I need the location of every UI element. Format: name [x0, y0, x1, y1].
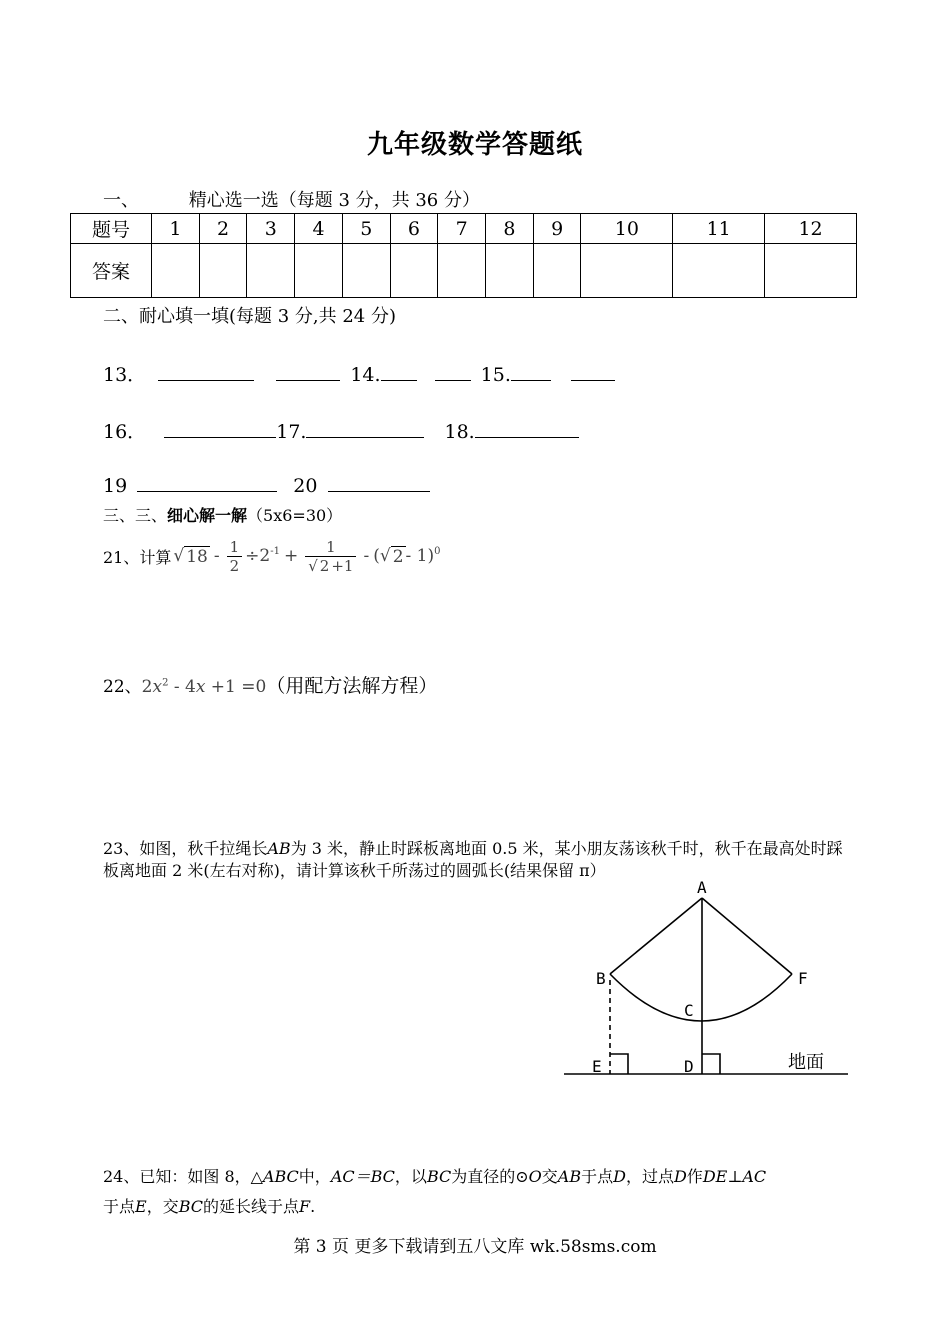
swing-figure [560, 878, 852, 1080]
paren-open: ( [373, 546, 380, 566]
answer-cell[interactable] [342, 244, 390, 298]
answer-table [70, 213, 857, 298]
section-3-prefix: 三、三、 [103, 506, 168, 525]
q18-label: 18. [444, 421, 475, 443]
question-number-cell: 9 [533, 214, 581, 244]
question-21 [103, 530, 441, 582]
answer-cell[interactable] [390, 244, 438, 298]
answer-table-answer-row [71, 244, 857, 298]
label-a: A [697, 878, 707, 897]
question-number-cell: 8 [486, 214, 534, 244]
answer-table-number-row [71, 214, 857, 244]
answer-cell[interactable] [438, 244, 486, 298]
question-number-cell: 11 [673, 214, 765, 244]
q14-label: 14. [350, 364, 381, 386]
q21-label: 21、计算 [103, 547, 172, 567]
answer-cell[interactable] [199, 244, 247, 298]
sqrt-2: 2 [392, 546, 404, 567]
answer-cell[interactable] [673, 244, 765, 298]
answer-cell[interactable] [295, 244, 343, 298]
fraction-one-over-root2-plus1: $\frac{1}{√ 2 +1}$ [305, 538, 356, 575]
fraction-one-half: $\frac{1}{2}$ [227, 538, 243, 575]
question-number-cell: 3 [247, 214, 295, 244]
segment-ab: AB [267, 839, 291, 858]
question-number-cell: 1 [152, 214, 200, 244]
q16-label: 16． [103, 421, 147, 443]
section-3-heading [103, 503, 342, 526]
minus-sign-2: - [363, 546, 370, 566]
rope-ab [610, 898, 702, 974]
answer-cell[interactable] [152, 244, 200, 298]
question-number-cell: 5 [342, 214, 390, 244]
exponent-neg-one: -1 [270, 545, 280, 557]
section-1-heading [103, 186, 480, 212]
q20-answer-blank[interactable] [328, 473, 430, 492]
q19-label: 19 [103, 475, 128, 497]
divide-two: ÷2 [245, 546, 271, 566]
label-b: B [596, 969, 606, 988]
answer-cell[interactable] [765, 244, 857, 298]
section-3-title: 细心解一解 [167, 506, 248, 525]
question-number-cell: 7 [438, 214, 486, 244]
label-e: E [592, 1057, 602, 1076]
label-f: F [798, 969, 808, 988]
question-number-label: 题号 [71, 214, 152, 244]
sqrt-sign: √ [173, 546, 185, 566]
right-angle-d [702, 1054, 720, 1074]
q21-expression [173, 538, 440, 575]
question-number-cell: 6 [390, 214, 438, 244]
q22-equation: $2x^2 - 4x +1 =0$ [141, 677, 267, 697]
q22-label: 22、 [103, 677, 142, 697]
minus-sign: - [213, 546, 220, 566]
q14-answer-blank-2[interactable] [435, 362, 471, 381]
question-number-cell: 4 [295, 214, 343, 244]
label-c: C [684, 1001, 694, 1020]
q15-answer-blank-2[interactable] [571, 362, 615, 381]
sqrt-18: 18 [186, 546, 208, 567]
answer-cell[interactable] [581, 244, 673, 298]
q13-label: 13． [103, 364, 147, 386]
q14-answer-blank[interactable] [381, 362, 417, 381]
question-number-cell: 12 [765, 214, 857, 244]
answer-cell[interactable] [247, 244, 295, 298]
page-title: 九年级数学答题纸 [366, 130, 583, 160]
arc-bcf [610, 974, 792, 1021]
question-23: 23、如图，秋千拉绳长AB为 3 米，静止时踩板离地面 0.5 米，某小朋友荡该秋千时，秋千在最高处时踩板离地面 2 米(左右对称)，请计算该秋千所荡过的圆弧长(结果保留 π） [103, 839, 843, 880]
question-number-cell: 10 [581, 214, 673, 244]
q13-answer-blank[interactable] [158, 362, 254, 381]
blank-line-13-15 [103, 360, 615, 387]
q20-label: 20 [293, 475, 318, 497]
q13-answer-blank-2[interactable] [276, 362, 340, 381]
label-d: D [684, 1057, 694, 1076]
section-3-points: （5x6=30） [247, 506, 343, 525]
question-22 [103, 671, 437, 698]
paren-rest: - 1) [405, 546, 435, 566]
q17-label: 17. [276, 421, 307, 443]
q17-answer-blank[interactable] [306, 419, 424, 438]
answer-label: 答案 [71, 244, 152, 298]
section-1-number: 一、 [103, 190, 139, 211]
label-ground: 地面 [788, 1052, 824, 1073]
answer-cell[interactable] [486, 244, 534, 298]
plus-sign: + [283, 546, 299, 566]
section-1-text: 精心选一选（每题 3 分，共 36 分） [188, 190, 480, 211]
q16-answer-blank[interactable] [164, 419, 276, 438]
question-24: 24、已知：如图 8，△ABC中，AC＝BC，以BC为直径的⊙O交AB于点D，过点D作DE⊥AC 于点E，交BC的延长线于点F. [103, 1167, 767, 1216]
page-footer: 第 3 页 更多下载请到五八文库 wk.58sms.com [293, 1237, 657, 1257]
rope-af [702, 898, 792, 974]
q15-answer-blank[interactable] [511, 362, 551, 381]
q15-label: 15. [480, 364, 511, 386]
blank-line-19-20 [103, 473, 430, 497]
q18-answer-blank[interactable] [475, 419, 579, 438]
q19-answer-blank[interactable] [137, 473, 277, 492]
answer-cell[interactable] [533, 244, 581, 298]
question-number-cell: 2 [199, 214, 247, 244]
q22-note: （用配方法解方程） [266, 675, 438, 697]
blank-line-16-18 [103, 417, 579, 444]
right-angle-e [610, 1054, 628, 1074]
sqrt-sign-2: √ [379, 546, 391, 566]
exponent-zero: 0 [434, 545, 441, 557]
section-2-heading: 二、耐心填一填(每题 3 分,共 24 分) [103, 306, 397, 327]
